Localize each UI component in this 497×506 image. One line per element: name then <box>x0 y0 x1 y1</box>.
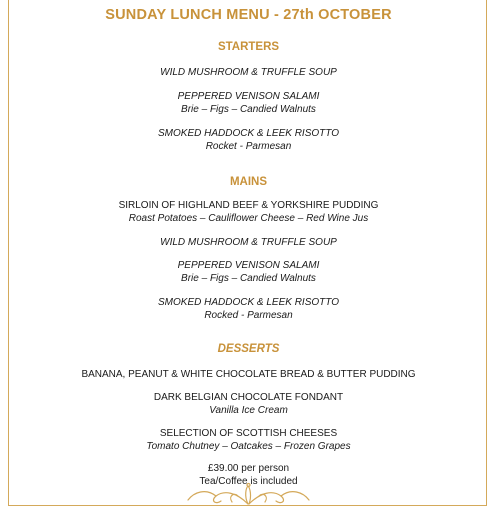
dish-name: WILD MUSHROOM & TRUFFLE SOUP <box>160 67 337 78</box>
main-item <box>0 236 497 249</box>
menu-title: SUNDAY LUNCH MENU - 27th OCTOBER <box>105 7 392 23</box>
starter-item <box>0 66 497 79</box>
desserts-heading: DESSERTS <box>217 343 280 355</box>
dish-name: SELECTION OF SCOTTISH CHEESES <box>159 428 338 439</box>
tea-coffee-note: Tea/Coffee is included <box>199 476 298 487</box>
dish-name: PEPPERED VENISON SALAMI <box>177 260 320 271</box>
dish-description: Roast Potatoes – Cauliflower Cheese – Red Wine Jus <box>128 213 369 224</box>
dish-name: DARK BELGIAN CHOCOLATE FONDANT <box>153 392 344 403</box>
main-item <box>0 296 497 322</box>
dessert-item <box>0 368 497 381</box>
starter-item <box>0 127 497 153</box>
starter-item <box>0 90 497 116</box>
dish-name: PEPPERED VENISON SALAMI <box>177 91 320 102</box>
gold-flourish-ornament-icon <box>176 482 321 506</box>
main-item <box>0 259 497 285</box>
dish-description: Vanilla Ice Cream <box>209 405 288 416</box>
price-per-person: £39.00 per person <box>207 463 290 474</box>
starters-heading: STARTERS <box>217 41 280 53</box>
main-item <box>0 199 497 225</box>
dish-description: Brie – Figs – Candied Walnuts <box>181 273 316 284</box>
dessert-item <box>0 391 497 417</box>
dish-name: BANANA, PEANUT & WHITE CHOCOLATE BREAD & BUTTER PUDDING <box>81 369 416 380</box>
dish-name: SIRLOIN OF HIGHLAND BEEF & YORKSHIRE PUDDING <box>118 200 379 211</box>
dish-name: SMOKED HADDOCK & LEEK RISOTTO <box>158 128 339 139</box>
dish-description: Brie – Figs – Candied Walnuts <box>181 104 316 115</box>
mains-heading: MAINS <box>229 176 268 188</box>
dish-name: SMOKED HADDOCK & LEEK RISOTTO <box>158 297 339 308</box>
dish-description: Tomato Chutney – Oatcakes – Frozen Grapes <box>146 441 351 452</box>
dish-description: Rocked - Parmesan <box>204 310 293 321</box>
dish-description: Rocket - Parmesan <box>205 141 292 152</box>
dessert-item <box>0 427 497 453</box>
dish-name: WILD MUSHROOM & TRUFFLE SOUP <box>160 237 337 248</box>
